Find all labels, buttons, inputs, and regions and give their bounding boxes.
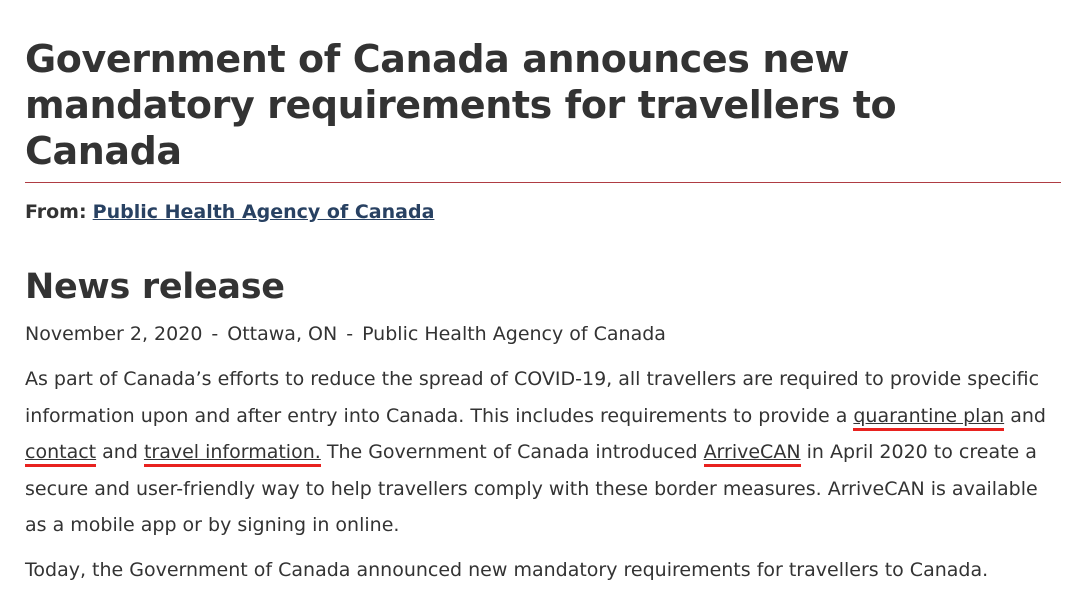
paragraph-text: As part of Canada’s efforts to reduce the spread of COVID-19, all travellers are required to provide specific information upon and after entry into Canada. This includes requirements to provide a xyxy=(25,368,1040,427)
news-article xyxy=(25,36,1061,588)
release-agency: Public Health Agency of Canada xyxy=(362,323,666,345)
agency-link[interactable]: Public Health Agency of Canada xyxy=(92,201,435,223)
arrivecan-link[interactable]: ArriveCAN xyxy=(704,441,801,467)
paragraph-text: and xyxy=(96,441,144,463)
intro-paragraph xyxy=(25,361,1061,544)
paragraph-text: and xyxy=(1004,404,1046,427)
release-location: Ottawa, ON xyxy=(227,323,338,345)
page-title: Government of Canada announces new mandatory requirements for travellers to Canada xyxy=(25,36,1061,183)
announcement-paragraph: Today, the Government of Canada announced new mandatory requirements for travellers to Canada. xyxy=(25,558,989,581)
from-label: From: xyxy=(25,201,87,223)
from-line xyxy=(25,199,1061,225)
news-release-heading: News release xyxy=(25,267,285,307)
release-date: November 2, 2020 xyxy=(25,323,203,345)
travel-information-link[interactable]: travel information. xyxy=(144,441,321,467)
paragraph-text: in April 2020 to create a secure and user-friendly way to help travellers comply with these border measures. ArriveCAN is available as a mobile app or by signing in online. xyxy=(25,441,1038,536)
release-meta xyxy=(25,321,1061,347)
contact-link[interactable]: contact xyxy=(25,441,96,467)
meta-separator: - xyxy=(346,323,354,345)
paragraph-text: The Government of Canada introduced xyxy=(320,441,704,463)
meta-separator: - xyxy=(211,323,219,345)
quarantine-plan-link[interactable]: quarantine plan xyxy=(853,405,1004,431)
